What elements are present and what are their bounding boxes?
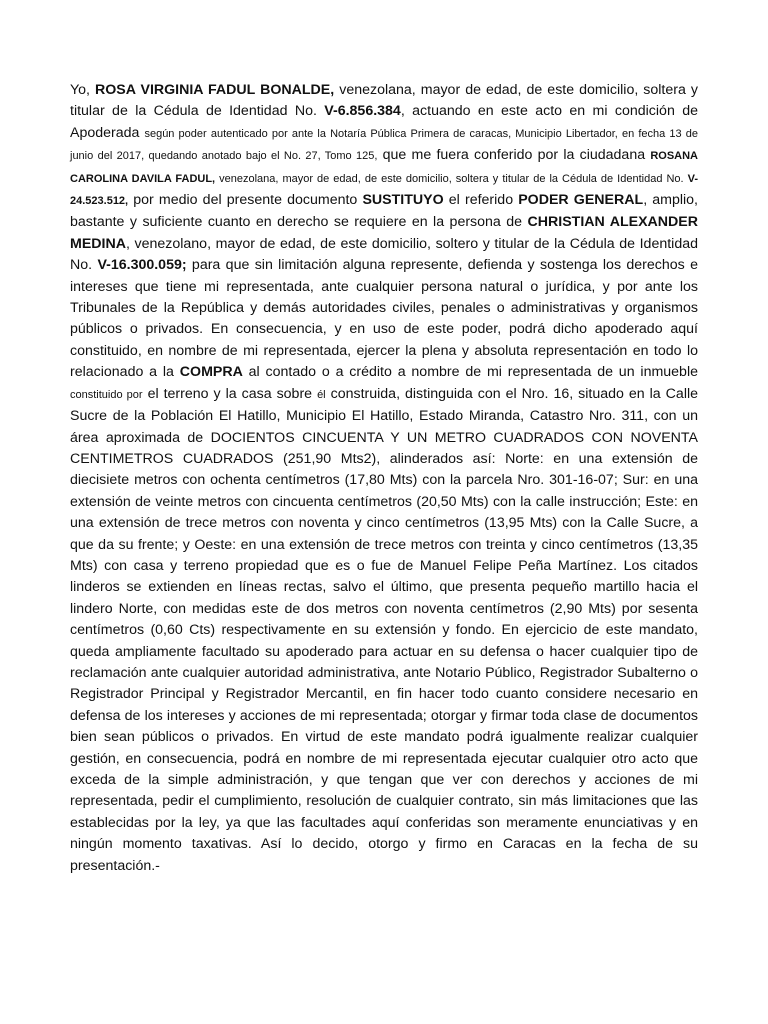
text-segment: construida, distinguida con el Nro. 16, situado en la Calle Sucre de la Población El Hatillo, Municipio El Hatillo, Estado Miranda, Catastro Nro. 311, con un área aproximada de DOCIENTOS CINCUENTA Y UN METRO CUADRADOS CON NOVENTA CENTIMETROS CUADRADOS (251,90 Mts2), alinderados así: Norte: en una extensión de diecisiete metros con ochenta centímetros (17,80 Mts) con la parcela Nro. 301-16-07; Sur: en una extensión de veinte metros con cincuenta centímetros (20,50 Mts) con la calle instrucción; Este: en una extensión de trece metros con noventa y cinco centímetros (13,95 Mts) con la Calle Sucre, a que da su frente; y Oeste: en una extensión de trece metros con treinta y cinco centímetros (13,35 Mts) con casa y terreno propiedad que es o fue de Manuel Felipe Peña Martínez. Los citados linderos se extienden en líneas rectas, salvo el último, que presenta pequeño martillo hacia el lindero Norte, con medidas este de dos metros con noventa centímetros (2,90 Mts) por sesenta centímetros (0,60 Cts) respectivamente en su extensión y fondo. En ejercicio de este mandato, queda ampliamente facultado su apoderado para actuar en su defensa o hacer cualquier tipo de reclamación ante cualquier autoridad administrativa, ante Notario Público, Registrador Subalterno o Registrador Principal y Registrador Mercantil, en fin hacer todo cuanto considere necesario en defensa de los intereses y acciones de mi representada; otorgar y firmar toda clase de documentos bien sean públicos o privados. En virtud de este mandato podrá igualmente realizar cualquier gestión, en consecuencia, podrá en nombre de mi representada ejecutar cualquier otro acto que exceda de la simple administración, y que tengan que ver con derechos y acciones de mi representada, pedir el cumplimiento, resolución de cualquier contrato, sin más limitaciones que las establecidas por la ley, ya que las facultades aquí conferidas son meramente enunciativas y en ningún momento taxativas. Así lo decido, otorgo y firmo en Caracas en la fecha de su presentación.- <box>70 385 699 874</box>
text-segment: venezolana, mayor de edad, de este domicilio, soltera y titular de la Cédula de Identidad No. <box>70 82 698 120</box>
text-segment: para que sin limitación alguna represente, defienda y sostenga los derechos e intereses que tiene mi representada, ante cualquier persona natural o jurídica, y por ante los Tribunales de la República y demás autoridades civiles, penales o administrativas y organismos públicos o privados. En consecuencia, y en uso de este poder, podrá dicho apoderado aquí constituido, en nombre de mi representada, ejercer la plena y absoluta representación en todo lo relacionado a la <box>70 257 698 381</box>
text-segment: , amplio, bastante y suficiente cuanto en derecho se requiere en la persona de <box>70 192 699 231</box>
keyword-sustituyo: SUSTITUYO <box>362 192 444 209</box>
keyword-compra: COMPRA <box>179 364 243 381</box>
keyword-poder-general: PODER GENERAL <box>518 192 644 209</box>
text-segment: , actuando en este acto en mi condición de Apoderada <box>70 103 698 141</box>
principal-id-number: V-24.523.512, <box>70 172 698 208</box>
text-segment-small: él <box>317 388 326 401</box>
text-segment: el referido <box>443 192 519 209</box>
document-body-paragraph <box>70 80 698 877</box>
attorney-name: CHRISTIAN ALEXANDER MEDINA <box>70 214 698 252</box>
text-segment-small: según poder autenticado por ante la Notaría Pública Primera de caracas, Municipio Libertador, en fecha 13 de junio del 2017, quedando anotado bajo el No. 27, Tomo 125, <box>70 127 698 163</box>
grantor-id-number: V-6.856.384 <box>324 103 401 120</box>
text-segment-small: constituido por <box>70 388 143 401</box>
attorney-id-number: V-16.300.059; <box>97 257 187 274</box>
text-segment: , venezolano, mayor de edad, de este domicilio, soltero y titular de la Cédula de Identidad No. <box>70 235 698 274</box>
text-segment-small: venezolana, mayor de edad, de este domicilio, soltera y titular de la Cédula de Identidad No. <box>215 172 688 185</box>
text-segment: al contado o a crédito a nombre de mi representada de un inmueble <box>242 364 698 381</box>
text-segment: que me fuera conferido por la ciudadana <box>377 147 651 164</box>
text-segment: el terreno y la casa sobre <box>142 385 318 402</box>
text-segment: por medio del presente documento <box>128 192 363 209</box>
principal-name: ROSANA CAROLINA DAVILA FADUL, <box>70 150 698 185</box>
text-segment: Yo, <box>70 82 96 98</box>
grantor-name: ROSA VIRGINIA FADUL BONALDE, <box>95 82 335 98</box>
